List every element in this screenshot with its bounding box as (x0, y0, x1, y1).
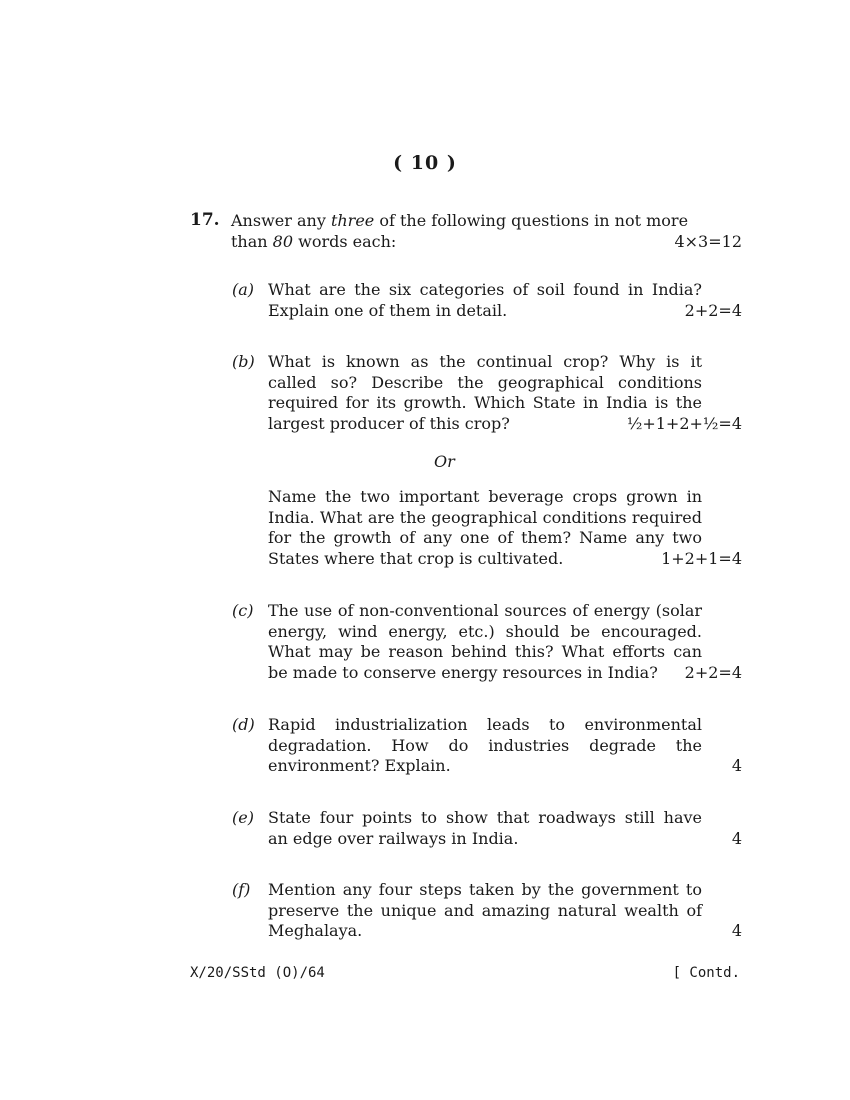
part-label: (a) (232, 280, 255, 299)
question-instruction-line2: than 80 words each: 4×3=12 (231, 232, 742, 251)
part-line: States where that crop is cultivated. (268, 548, 564, 568)
question-marks: 4×3=12 (674, 232, 742, 251)
part-line: Mention any four steps taken by the government to (268, 880, 702, 899)
part-line: preserve the unique and amazing natural wealth of (268, 900, 702, 920)
part-c (232, 601, 742, 683)
part-line: What is known as the continual crop? Why is it (268, 352, 702, 371)
part-f (232, 880, 742, 942)
part-d (232, 715, 742, 777)
question-instruction-line1: Answer any three of the following questions in not more (231, 211, 689, 230)
part-label: (b) (232, 352, 255, 371)
part-line: India. What are the geographical conditions required (268, 507, 702, 527)
part-b (232, 352, 742, 434)
part-line: be made to conserve energy resources in India? (268, 662, 658, 682)
part-line: largest producer of this crop? (268, 413, 510, 433)
part-line: for the growth of any one of them? Name any two (268, 528, 702, 547)
part-line: State four points to show that roadways still have (268, 808, 702, 827)
question-17 (190, 210, 742, 252)
part-marks: 2+2=4 (684, 662, 742, 682)
continued-label: [ Contd. (672, 965, 740, 981)
part-line: an edge over railways in India. (268, 828, 519, 848)
part-line: What are the six categories of soil found in India? (268, 280, 702, 299)
part-line: Name the two important beverage crops grown in (268, 487, 702, 506)
part-marks: 4 (731, 921, 742, 940)
part-line: energy, wind energy, etc.) should be encouraged. (268, 621, 702, 641)
part-b-alternative (232, 487, 742, 569)
part-line: environment? Explain. (268, 756, 451, 775)
part-marks: 2+2=4 (684, 300, 742, 320)
part-line: called so? Describe the geographical conditions (268, 372, 702, 392)
page-number: ( 10 ) (393, 152, 457, 174)
part-line: degradation. How do industries degrade the (268, 735, 702, 755)
part-label: (d) (232, 715, 255, 734)
part-label: (f) (232, 880, 251, 899)
or-label: Or (434, 452, 455, 471)
part-line: required for its growth. Which State in India is the (268, 393, 702, 412)
part-label: (e) (232, 808, 254, 827)
part-line: Explain one of them in detail. (268, 300, 508, 320)
part-label: (c) (232, 601, 254, 620)
part-marks: ½+1+2+½=4 (626, 413, 742, 433)
part-e (232, 808, 742, 849)
question-number: 17. (190, 210, 220, 230)
part-line: Rapid industrialization leads to environmental (268, 715, 702, 734)
paper-code: X/20/SStd (O)/64 (190, 965, 325, 981)
part-line: Meghalaya. (268, 921, 363, 940)
part-marks: 4 (731, 756, 742, 775)
part-a (232, 280, 742, 321)
part-line: What may be reason behind this? What efforts can (268, 642, 702, 661)
part-line: The use of non-conventional sources of energy (solar (268, 601, 702, 620)
part-marks: 4 (731, 828, 742, 848)
part-marks: 1+2+1=4 (661, 548, 742, 568)
